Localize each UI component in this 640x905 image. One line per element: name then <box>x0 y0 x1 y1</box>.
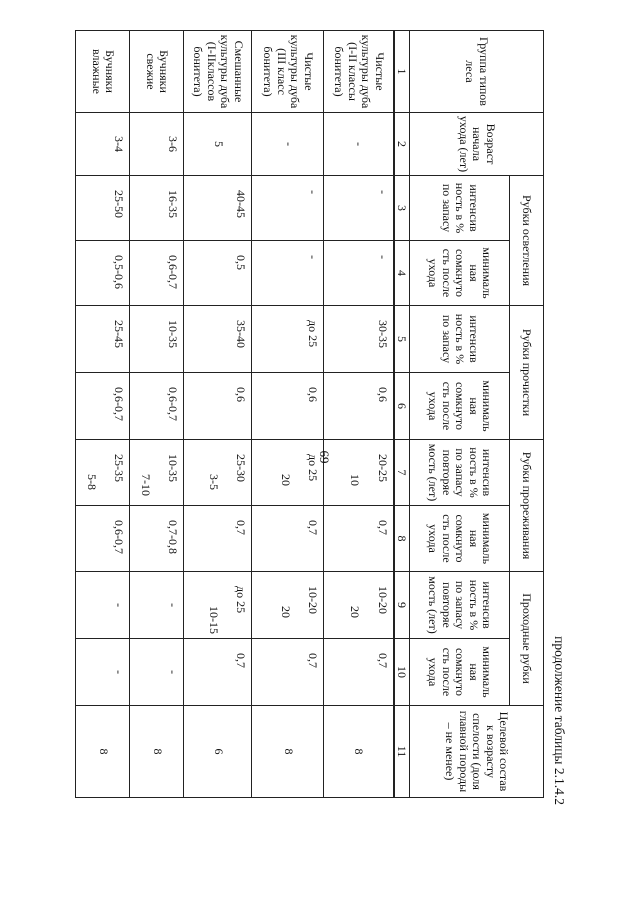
repeat-years: 20 <box>279 474 293 486</box>
proch-intensity: 25-45 <box>76 306 130 373</box>
proch-closure: 0,6-0,7 <box>130 373 184 440</box>
column-number: 10 <box>394 639 410 706</box>
column-number-row <box>394 31 410 798</box>
prohod-closure: 0,7 <box>252 639 324 706</box>
prored-closure: 0,7 <box>252 506 324 572</box>
prohod-intensity <box>184 572 252 639</box>
forest-group: Смешанные культуры дуба (I-IIклассов бонитета) <box>184 31 252 113</box>
prohod-intensity: - <box>76 572 130 639</box>
target-composition: 8 <box>324 706 394 798</box>
prohod-intensity: - <box>130 572 184 639</box>
forest-group: Бучняки свежие <box>130 31 184 113</box>
column-number: 11 <box>394 706 410 798</box>
rotated-content <box>72 30 572 805</box>
prored-intensity <box>130 440 184 506</box>
proch-intensity: 30-35 <box>324 306 394 373</box>
header-intensity-repeat: интенсив ность в % по запасу повторяе мость (лет) <box>410 440 510 506</box>
osv-closure: - <box>324 241 394 306</box>
table-row <box>184 31 252 798</box>
target-composition: 6 <box>184 706 252 798</box>
osv-intensity: - <box>252 176 324 241</box>
header-target: Целевой состав к возрасту спелости (доля главной породы – не менее) <box>410 706 544 798</box>
prohod-closure: - <box>76 639 130 706</box>
prohod-intensity <box>252 572 324 639</box>
start-age: - <box>252 113 324 176</box>
header-min-closure: минималь ная сомкнуто сть после ухода <box>410 506 510 572</box>
header-prohodnye: Проходные рубки <box>510 572 544 706</box>
prored-closure: 0,6-0,7 <box>76 506 130 572</box>
prored-closure: 0,7-0,8 <box>130 506 184 572</box>
header-osvetlenie: Рубки осветления <box>510 176 544 306</box>
column-number: 4 <box>394 241 410 306</box>
table-caption: продолжение таблицы 2.1.4.2 <box>552 636 567 805</box>
column-number: 5 <box>394 306 410 373</box>
proch-intensity: 10-35 <box>130 306 184 373</box>
osv-intensity: - <box>324 176 394 241</box>
intensity-value: 10-20 <box>306 586 321 614</box>
proch-closure: 0,6 <box>324 373 394 440</box>
repeat-years: 10 <box>348 474 363 486</box>
prohod-closure: 0,7 <box>324 639 394 706</box>
forest-group: Чистые культуры дуба (I-II классы бонитета) <box>324 31 394 113</box>
start-age: - <box>324 113 394 176</box>
intensity-value: 10-20 <box>376 586 390 614</box>
table-row <box>324 31 394 798</box>
header-min-closure: минималь ная сомкнуто сть после ухода <box>410 373 510 440</box>
prohod-closure: - <box>130 639 184 706</box>
header-intensity: интенсив ность в % по запасу <box>410 306 510 373</box>
start-age: 3-6 <box>130 113 184 176</box>
header-min-closure: минималь ная сомкнуто сть после ухода <box>410 241 510 306</box>
repeat-years: 5-8 <box>85 474 99 490</box>
prohod-closure: 0,7 <box>184 639 252 706</box>
prohod-intensity <box>324 572 394 639</box>
column-number: 2 <box>394 113 410 176</box>
column-number: 9 <box>394 572 410 639</box>
intensity-value: 10-35 <box>166 454 181 482</box>
repeat-years: 3-5 <box>207 474 221 490</box>
intensity-value: 25-30 <box>234 454 249 482</box>
intensity-value: 25-35 <box>112 454 127 482</box>
target-composition: 8 <box>76 706 130 798</box>
osv-intensity: 16-35 <box>130 176 184 241</box>
header-prochistka: Рубки прочистки <box>510 306 544 440</box>
proch-closure: 0,6 <box>252 373 324 440</box>
forest-group: Чистые культуры дуба (III класс бонитета) <box>252 31 324 113</box>
header-prorezhivanie: Рубки прореживания <box>510 440 544 572</box>
column-number: 7 <box>394 440 410 506</box>
repeat-years: 20 <box>348 606 363 618</box>
header-group: Группа типов леса <box>410 31 544 113</box>
proch-intensity: до 25 <box>252 306 324 373</box>
osv-closure: 0,5 <box>184 241 252 306</box>
target-composition: 8 <box>130 706 184 798</box>
target-composition: 8 <box>252 706 324 798</box>
proch-intensity: 35-40 <box>184 306 252 373</box>
prored-intensity <box>184 440 252 506</box>
forest-care-table <box>76 30 545 798</box>
header-intensity-repeat: интенсив ность в % по запасу повторяе мость (лет) <box>410 572 510 639</box>
osv-intensity: 40-45 <box>184 176 252 241</box>
osv-closure: 0,5-0,6 <box>76 241 130 306</box>
proch-closure: 0,6 <box>184 373 252 440</box>
repeat-years: 10-15 <box>207 606 221 634</box>
header-intensity: интенсив ность в % по запасу <box>410 176 510 241</box>
table-row <box>252 31 324 798</box>
intensity-value: до 25 <box>234 586 249 614</box>
header-age: Возраст начала ухода (лет) <box>410 113 544 176</box>
osv-closure: - <box>252 241 324 306</box>
intensity-value: 20-25 <box>376 454 390 482</box>
column-number: 1 <box>394 31 410 113</box>
osv-intensity: 25-50 <box>76 176 130 241</box>
prored-intensity <box>252 440 324 506</box>
forest-group: Бучняки влажные <box>76 31 130 113</box>
table-row <box>76 31 130 798</box>
start-age: 3-4 <box>76 113 130 176</box>
column-number: 6 <box>394 373 410 440</box>
repeat-years: 7-10 <box>139 474 153 496</box>
prored-intensity <box>324 440 394 506</box>
prored-closure: 0,7 <box>184 506 252 572</box>
prored-closure: 0,7 <box>324 506 394 572</box>
column-number: 3 <box>394 176 410 241</box>
repeat-years: 20 <box>279 606 293 618</box>
intensity-value: до 25 <box>306 454 321 482</box>
table-row <box>130 31 184 798</box>
osv-closure: 0,6-0,7 <box>130 241 184 306</box>
header-min-closure: минималь ная сомкнуто сть после ухода <box>410 639 510 706</box>
page-number: 69 <box>317 450 332 464</box>
start-age: 5 <box>184 113 252 176</box>
prored-intensity <box>76 440 130 506</box>
proch-closure: 0,6-0,7 <box>76 373 130 440</box>
column-number: 8 <box>394 506 410 572</box>
